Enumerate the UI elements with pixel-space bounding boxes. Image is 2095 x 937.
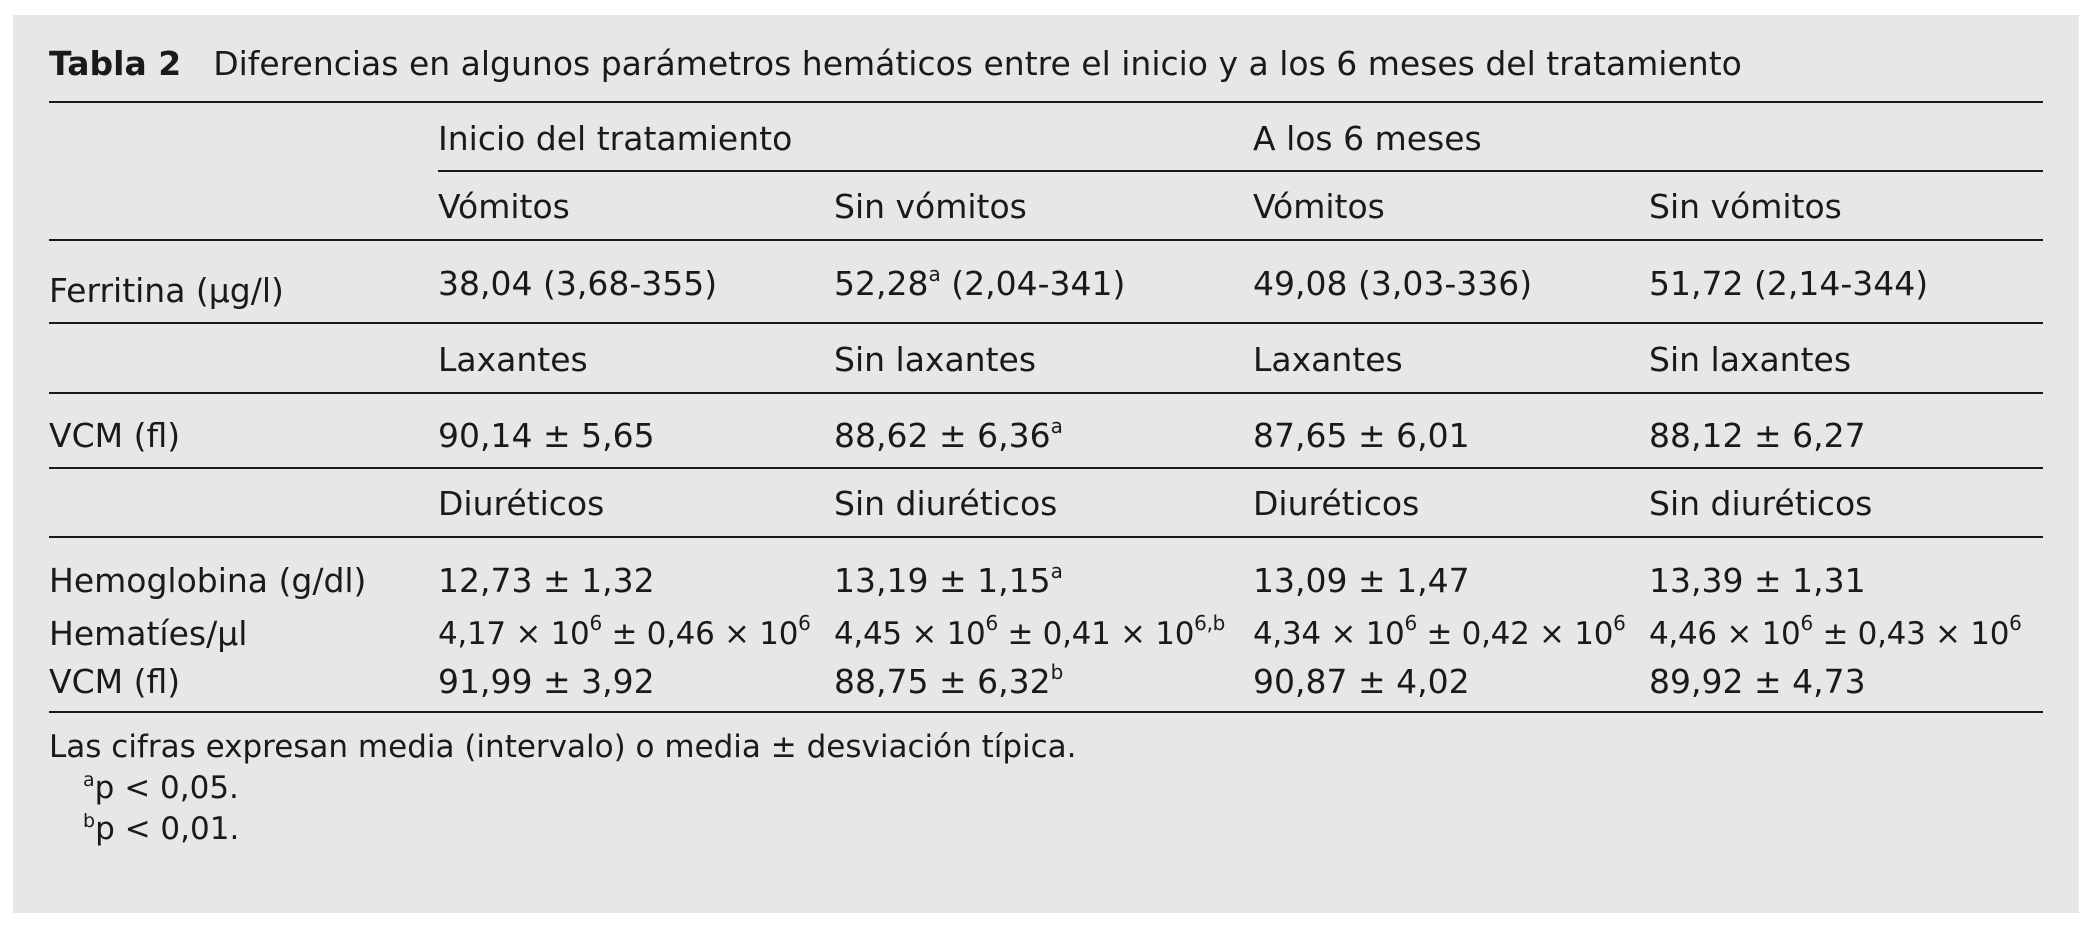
row-label-hemoglobina: Hemoglobina (g/dl): [49, 561, 367, 600]
row-label-vcm-laxantes: VCM (fl): [49, 416, 181, 455]
rule-3: [49, 392, 2043, 394]
rule-group-header: [438, 170, 2043, 172]
table-title: Diferencias en algunos parámetros hemáticos entre el inicio y a los 6 meses del tratamiento: [213, 44, 1742, 83]
subheader-vomitos-6m: Vómitos: [1253, 187, 1385, 226]
row-label-hematies: Hematíes/µl: [49, 614, 248, 653]
subheader-laxantes-inicio: Laxantes: [438, 340, 588, 379]
hematies-diureticos-6m: $4,34 \times 10^6 \pm 0,42 \times 10^6$: [1253, 611, 1626, 652]
rule-bottom: [49, 711, 2043, 713]
footnote-note: Las cifras expresan media (intervalo) o media ± desviación típica.: [49, 729, 1077, 765]
subheader-sin-diureticos-inicio: Sin diuréticos: [834, 484, 1058, 523]
hematies-sin-diureticos-6m: $4,46 \times 10^6 \pm 0,43 \times 10^6$: [1649, 611, 2022, 652]
row-label-ferritina: Ferritina (µg/l): [49, 271, 284, 310]
vcm-diureticos-6m: 90,87 ± 4,02: [1253, 662, 1470, 701]
subheader-sin-vomitos-6m: Sin vómitos: [1649, 187, 1842, 226]
vcm-sin-diureticos-inicio: 88,75 ± 6,32$^b$: [834, 660, 1064, 701]
footnote-a: $^a$p < 0,05.: [83, 769, 239, 806]
subheader-sin-diureticos-6m: Sin diuréticos: [1649, 484, 1873, 523]
rule-2: [49, 322, 2043, 324]
ferritina-sin-vomitos-inicio: 52,28$^a$ (2,04-341): [834, 262, 1126, 303]
rule-top: [49, 101, 2043, 103]
vcm-sin-laxantes-6m: 88,12 ± 6,27: [1649, 416, 1866, 455]
vcm-laxantes-6m: 87,65 ± 6,01: [1253, 416, 1470, 455]
table-caption: [49, 42, 1742, 86]
ferritina-vomitos-inicio: 38,04 (3,68-355): [438, 264, 718, 303]
hemoglobina-diureticos-6m: 13,09 ± 1,47: [1253, 561, 1470, 600]
subheader-sin-vomitos-inicio: Sin vómitos: [834, 187, 1027, 226]
hemoglobina-diureticos-inicio: 12,73 ± 1,32: [438, 561, 655, 600]
subheader-diureticos-inicio: Diuréticos: [438, 484, 605, 523]
ferritina-sin-vomitos-6m: 51,72 (2,14-344): [1649, 264, 1929, 303]
hematies-diureticos-inicio: $4,17 \times 10^6 \pm 0,46 \times 10^6$: [438, 611, 811, 652]
group-header-6-meses: A los 6 meses: [1253, 119, 1482, 158]
subheader-sin-laxantes-inicio: Sin laxantes: [834, 340, 1037, 379]
subheader-laxantes-6m: Laxantes: [1253, 340, 1403, 379]
footnote-b: $^b$p < 0,01.: [83, 810, 240, 847]
rule-1: [49, 239, 2043, 241]
hemoglobina-sin-diureticos-inicio: 13,19 ± 1,15$^a$: [834, 559, 1063, 600]
row-label-vcm-diureticos: VCM (fl): [49, 662, 181, 701]
vcm-laxantes-inicio: 90,14 ± 5,65: [438, 416, 655, 455]
table-label: Tabla 2: [49, 44, 182, 83]
vcm-sin-diureticos-6m: 89,92 ± 4,73: [1649, 662, 1866, 701]
hematies-sin-diureticos-inicio: $4,45 \times 10^6 \pm 0,41 \times 10^{6,b}$: [834, 611, 1226, 652]
subheader-diureticos-6m: Diuréticos: [1253, 484, 1420, 523]
ferritina-vomitos-6m: 49,08 (3,03-336): [1253, 264, 1533, 303]
vcm-sin-laxantes-inicio: 88,62 ± 6,36$^a$: [834, 414, 1063, 455]
subheader-sin-laxantes-6m: Sin laxantes: [1649, 340, 1852, 379]
table-panel: [13, 15, 2079, 913]
hemoglobina-sin-diureticos-6m: 13,39 ± 1,31: [1649, 561, 1866, 600]
group-header-inicio: Inicio del tratamiento: [438, 119, 793, 158]
vcm-diureticos-inicio: 91,99 ± 3,92: [438, 662, 655, 701]
rule-4: [49, 467, 2043, 469]
rule-5: [49, 536, 2043, 538]
subheader-vomitos-inicio: Vómitos: [438, 187, 570, 226]
